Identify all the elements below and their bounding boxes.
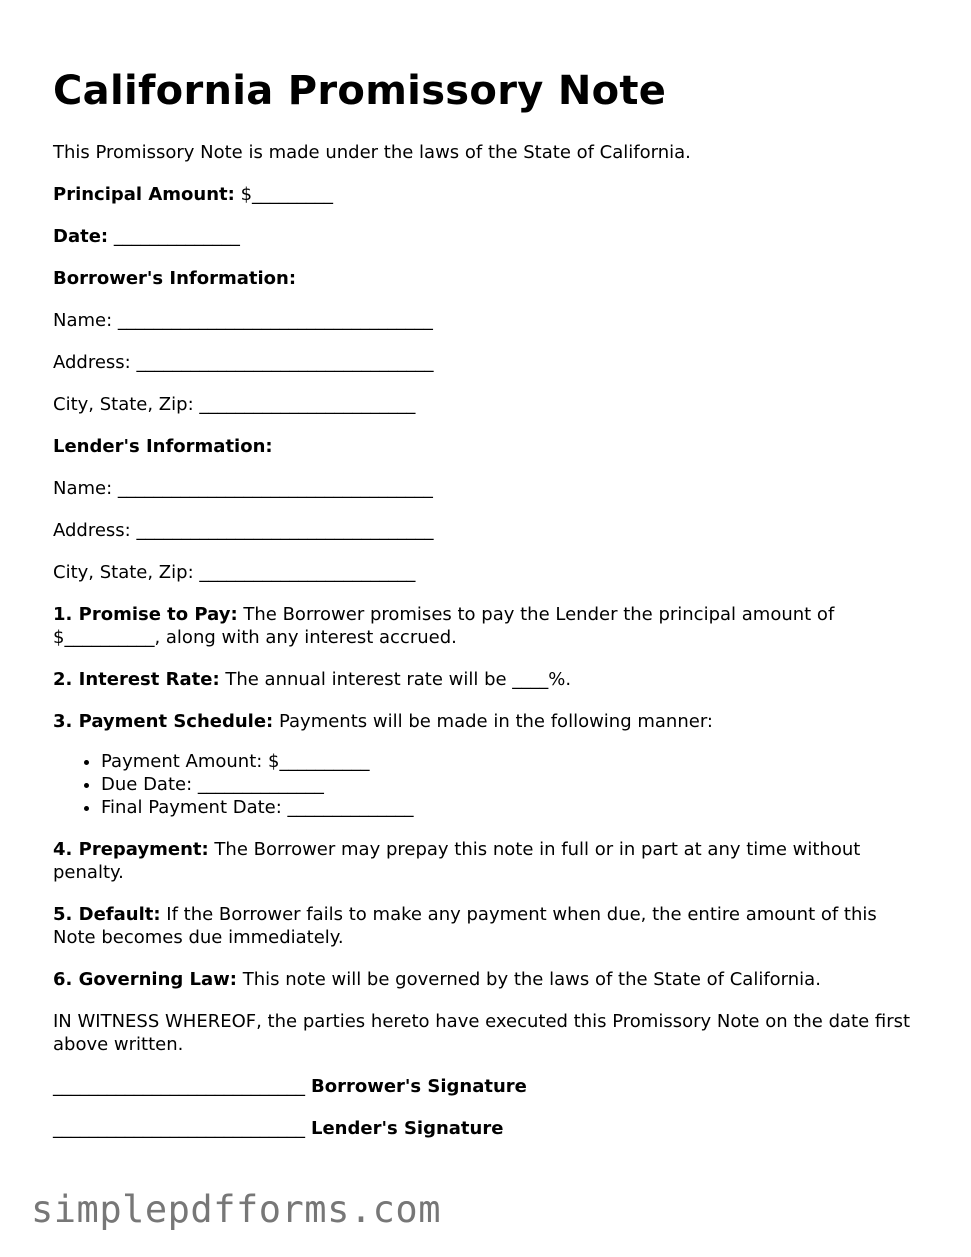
section-interest-text: The annual interest rate will be ____%. xyxy=(219,669,572,690)
section-payment-schedule xyxy=(53,710,923,733)
borrower-signature-label: Borrower's Signature xyxy=(311,1076,527,1097)
lender-heading-text: Lender's Information: xyxy=(53,436,273,457)
date-field xyxy=(53,225,923,248)
lender-city-field: City, State, Zip: ________________________ xyxy=(53,562,416,583)
section-default-text: If the Borrower fails to make any payment when due, the entire amount of this Note becomes due immediately. xyxy=(53,904,877,948)
section-law-label: 6. Governing Law: xyxy=(53,969,237,990)
borrower-heading-text: Borrower's Information: xyxy=(53,268,297,289)
section-governing-law xyxy=(53,968,923,991)
principal-amount-blank: $_________ xyxy=(234,184,334,205)
lender-signature-blank: ____________________________ xyxy=(53,1118,305,1139)
section-prepayment xyxy=(53,838,923,884)
section-promise-text: The Borrower promises to pay the Lender the principal amount of $__________, along with any interest accrued. xyxy=(53,604,835,648)
borrower-heading xyxy=(53,267,923,290)
section-promise-label: 1. Promise to Pay: xyxy=(53,604,238,625)
lender-signature-line xyxy=(53,1117,923,1140)
section-schedule-label: 3. Payment Schedule: xyxy=(53,711,274,732)
borrower-signature-line xyxy=(53,1075,923,1098)
section-interest-rate xyxy=(53,668,923,691)
watermark: simplepdfforms.com xyxy=(31,1188,441,1231)
principal-amount-field xyxy=(53,183,923,206)
list-item-payment-amount: • Payment Amount: $__________ xyxy=(101,750,923,773)
witness-statement: IN WITNESS WHEREOF, the parties hereto have executed this Promissory Note on the date first above written. xyxy=(53,1011,911,1055)
lender-heading xyxy=(53,435,923,458)
document-title: California Promissory Note xyxy=(53,68,667,114)
section-schedule-text: Payments will be made in the following manner: xyxy=(273,711,713,732)
section-law-text: This note will be governed by the laws of the State of California. xyxy=(236,969,821,990)
principal-amount-label: Principal Amount: xyxy=(53,184,235,205)
borrower-name-field: Name: ___________________________________ xyxy=(53,310,433,331)
borrower-signature-blank: ____________________________ xyxy=(53,1076,305,1097)
document-page xyxy=(53,66,923,1159)
section-prepayment-text: The Borrower may prepay this note in full or in part at any time without penalty. xyxy=(53,839,861,883)
section-promise-to-pay xyxy=(53,603,923,649)
section-default xyxy=(53,903,923,949)
intro-text: This Promissory Note is made under the laws of the State of California. xyxy=(53,142,691,163)
lender-signature-label: Lender's Signature xyxy=(311,1118,504,1139)
date-label: Date: xyxy=(53,226,109,247)
list-item-due-date: • Due Date: ______________ xyxy=(101,773,923,796)
payment-schedule-list xyxy=(53,750,923,819)
section-interest-label: 2. Interest Rate: xyxy=(53,669,220,690)
lender-name-field: Name: ___________________________________ xyxy=(53,478,433,499)
borrower-address-field: Address: _________________________________ xyxy=(53,352,434,373)
date-blank: ______________ xyxy=(108,226,240,247)
borrower-city-field: City, State, Zip: ________________________ xyxy=(53,394,416,415)
lender-address-field: Address: _________________________________ xyxy=(53,520,434,541)
section-default-label: 5. Default: xyxy=(53,904,161,925)
list-item-final-payment-date: • Final Payment Date: ______________ xyxy=(101,796,923,819)
section-prepayment-label: 4. Prepayment: xyxy=(53,839,209,860)
